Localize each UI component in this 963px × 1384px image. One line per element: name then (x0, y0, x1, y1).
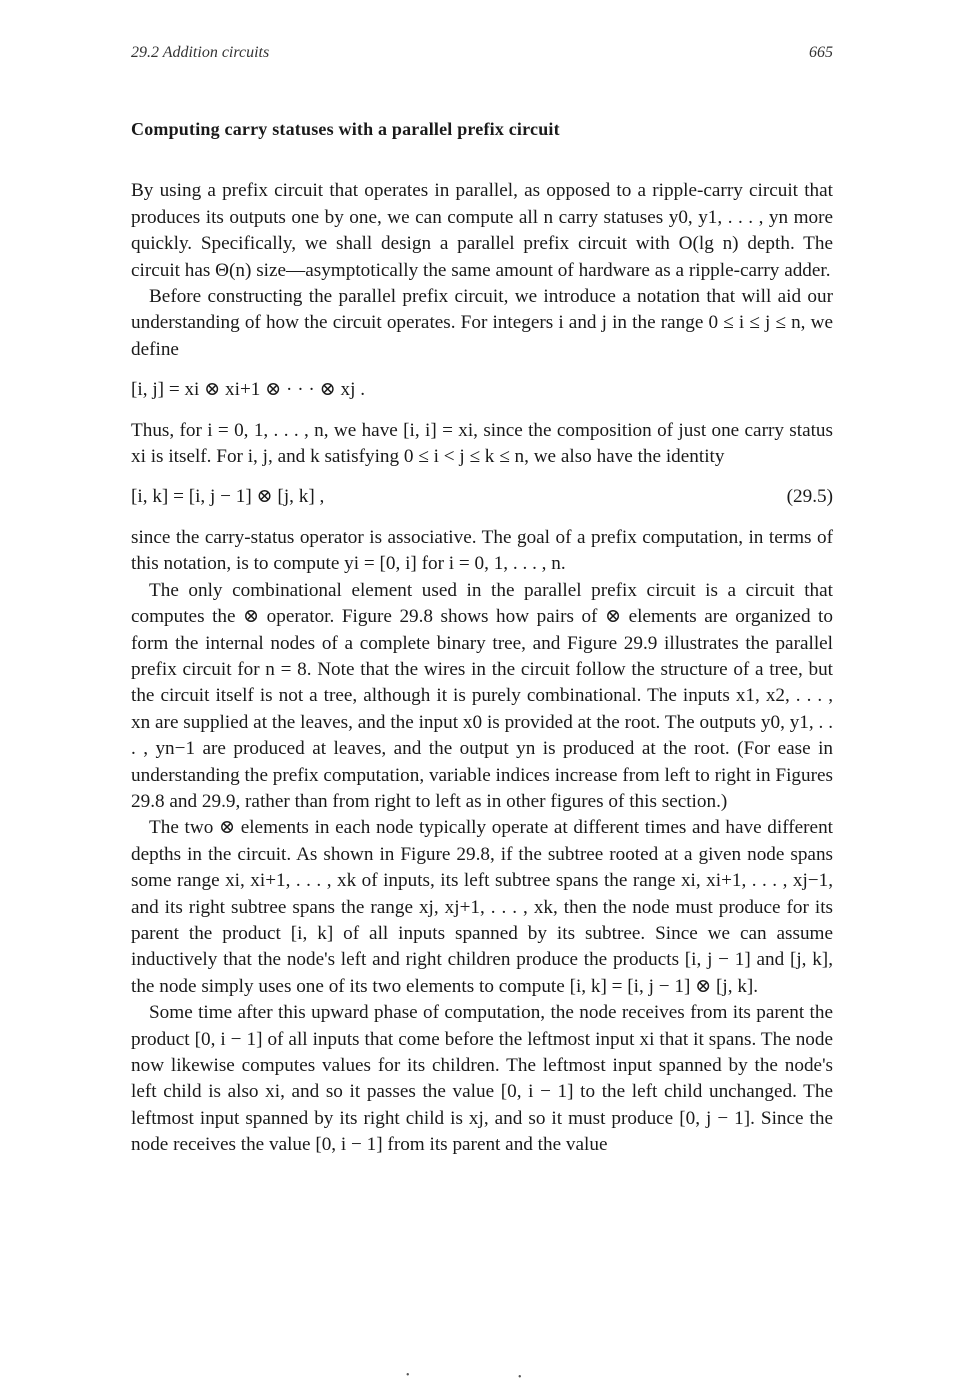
book-page (131, 40, 833, 1159)
equation-define (131, 377, 833, 403)
equation-formula: [i, j] = xi ⊗ xi+1 ⊗ · · · ⊗ xj . (131, 379, 366, 401)
paragraph-5: The only combinational element used in the parallel prefix circuit is a circuit that computes the ⊗ operator. Figure 29.8 shows how pairs of ⊗ elements are organized to form the internal nodes of a complete binary tree, and Figure 29.9 illustrates the parallel prefix circuit for n = 8. Note that the wires in the circuit follow the structure of a tree, but the circuit itself is not a tree, although it is purely combinational. The inputs x1, x2, . . . , xn are supplied at the leaves, and the input x0 is provided at the root. The outputs y0, y1, . . . , yn−1 are produced at leaves, and the output yn is produced at the root. (For ease in understanding the prefix computation, variable indices increase from left to right in Figures 29.8 and 29.9, rather than from right to left as in other figures of this section.) (131, 579, 833, 812)
paragraph-3: Thus, for i = 0, 1, . . . , n, we have [i, i] = xi, since the composition of just one carry status xi is itself. For i, j, and k satisfying 0 ≤ i < j ≤ k ≤ n, we also have the identity (131, 419, 833, 468)
equation-label: (29.5) (786, 486, 833, 508)
paragraph-1: By using a prefix circuit that operates in parallel, as opposed to a ripple-carry circuit that produces its outputs one by one, we can compute all n carry statuses y0, y1, . . . , yn more quickly. Specifically, we shall design a parallel prefix circuit with O(lg n) depth. The circuit has Θ(n) size—asymptotically the same amount of hardware as a ripple-carry adder. (131, 180, 833, 281)
running-head (131, 40, 833, 70)
paragraph-4: since the carry-status operator is associative. The goal of a prefix computation, in terms of this notation, is to compute yi = [0, i] for i = 0, 1, . . . , n. (131, 526, 833, 575)
paragraph-2: Before constructing the parallel prefix circuit, we introduce a notation that will aid our understanding of how the circuit operates. For integers i and j in the range 0 ≤ i ≤ j ≤ n, we define (131, 286, 833, 360)
page-number: 665 (809, 44, 833, 61)
subsection-heading: Computing carry statuses with a parallel prefix circuit (131, 119, 560, 139)
equation-formula: [i, k] = [i, j − 1] ⊗ [j, k] , (131, 486, 325, 508)
scan-speck: • (406, 1370, 410, 1381)
scan-marks (400, 1370, 540, 1382)
paragraph-6: The two ⊗ elements in each node typically operate at different times and have different depths in the circuit. As shown in Figure 29.8, if the subtree rooted at a given node spans some range xi, xi+1, . . . , xk of inputs, its left subtree spans the range xi, xi+1, . . . , xj−1, and its right subtree spans the range xj, xj+1, . . . , xk, then the node must produce for its parent the product [i, k] of all inputs spanned by its subtree. Since we can assume inductively that the node's left and right children produce the products [i, j − 1] and [j, k], the node simply uses one of its two elements to compute [i, k] = [i, j − 1] ⊗ [j, k]. (131, 817, 833, 997)
equation-29-5 (131, 484, 833, 510)
scan-speck: • (518, 1372, 522, 1383)
section-title: 29.2 Addition circuits (131, 44, 270, 61)
paragraph-7: Some time after this upward phase of computation, the node receives from its parent the product [0, i − 1] of all inputs that come before the leftmost input xi that it spans. The node now likewise computes values for its children. The leftmost input spanned by the node's left child is also xi, and so it passes the value [0, i − 1] to the left child unchanged. The leftmost input spanned by its right child is xj, and so it must produce [0, j − 1]. Since the node receives the value [0, i − 1] from its parent and the value (131, 1002, 833, 1156)
